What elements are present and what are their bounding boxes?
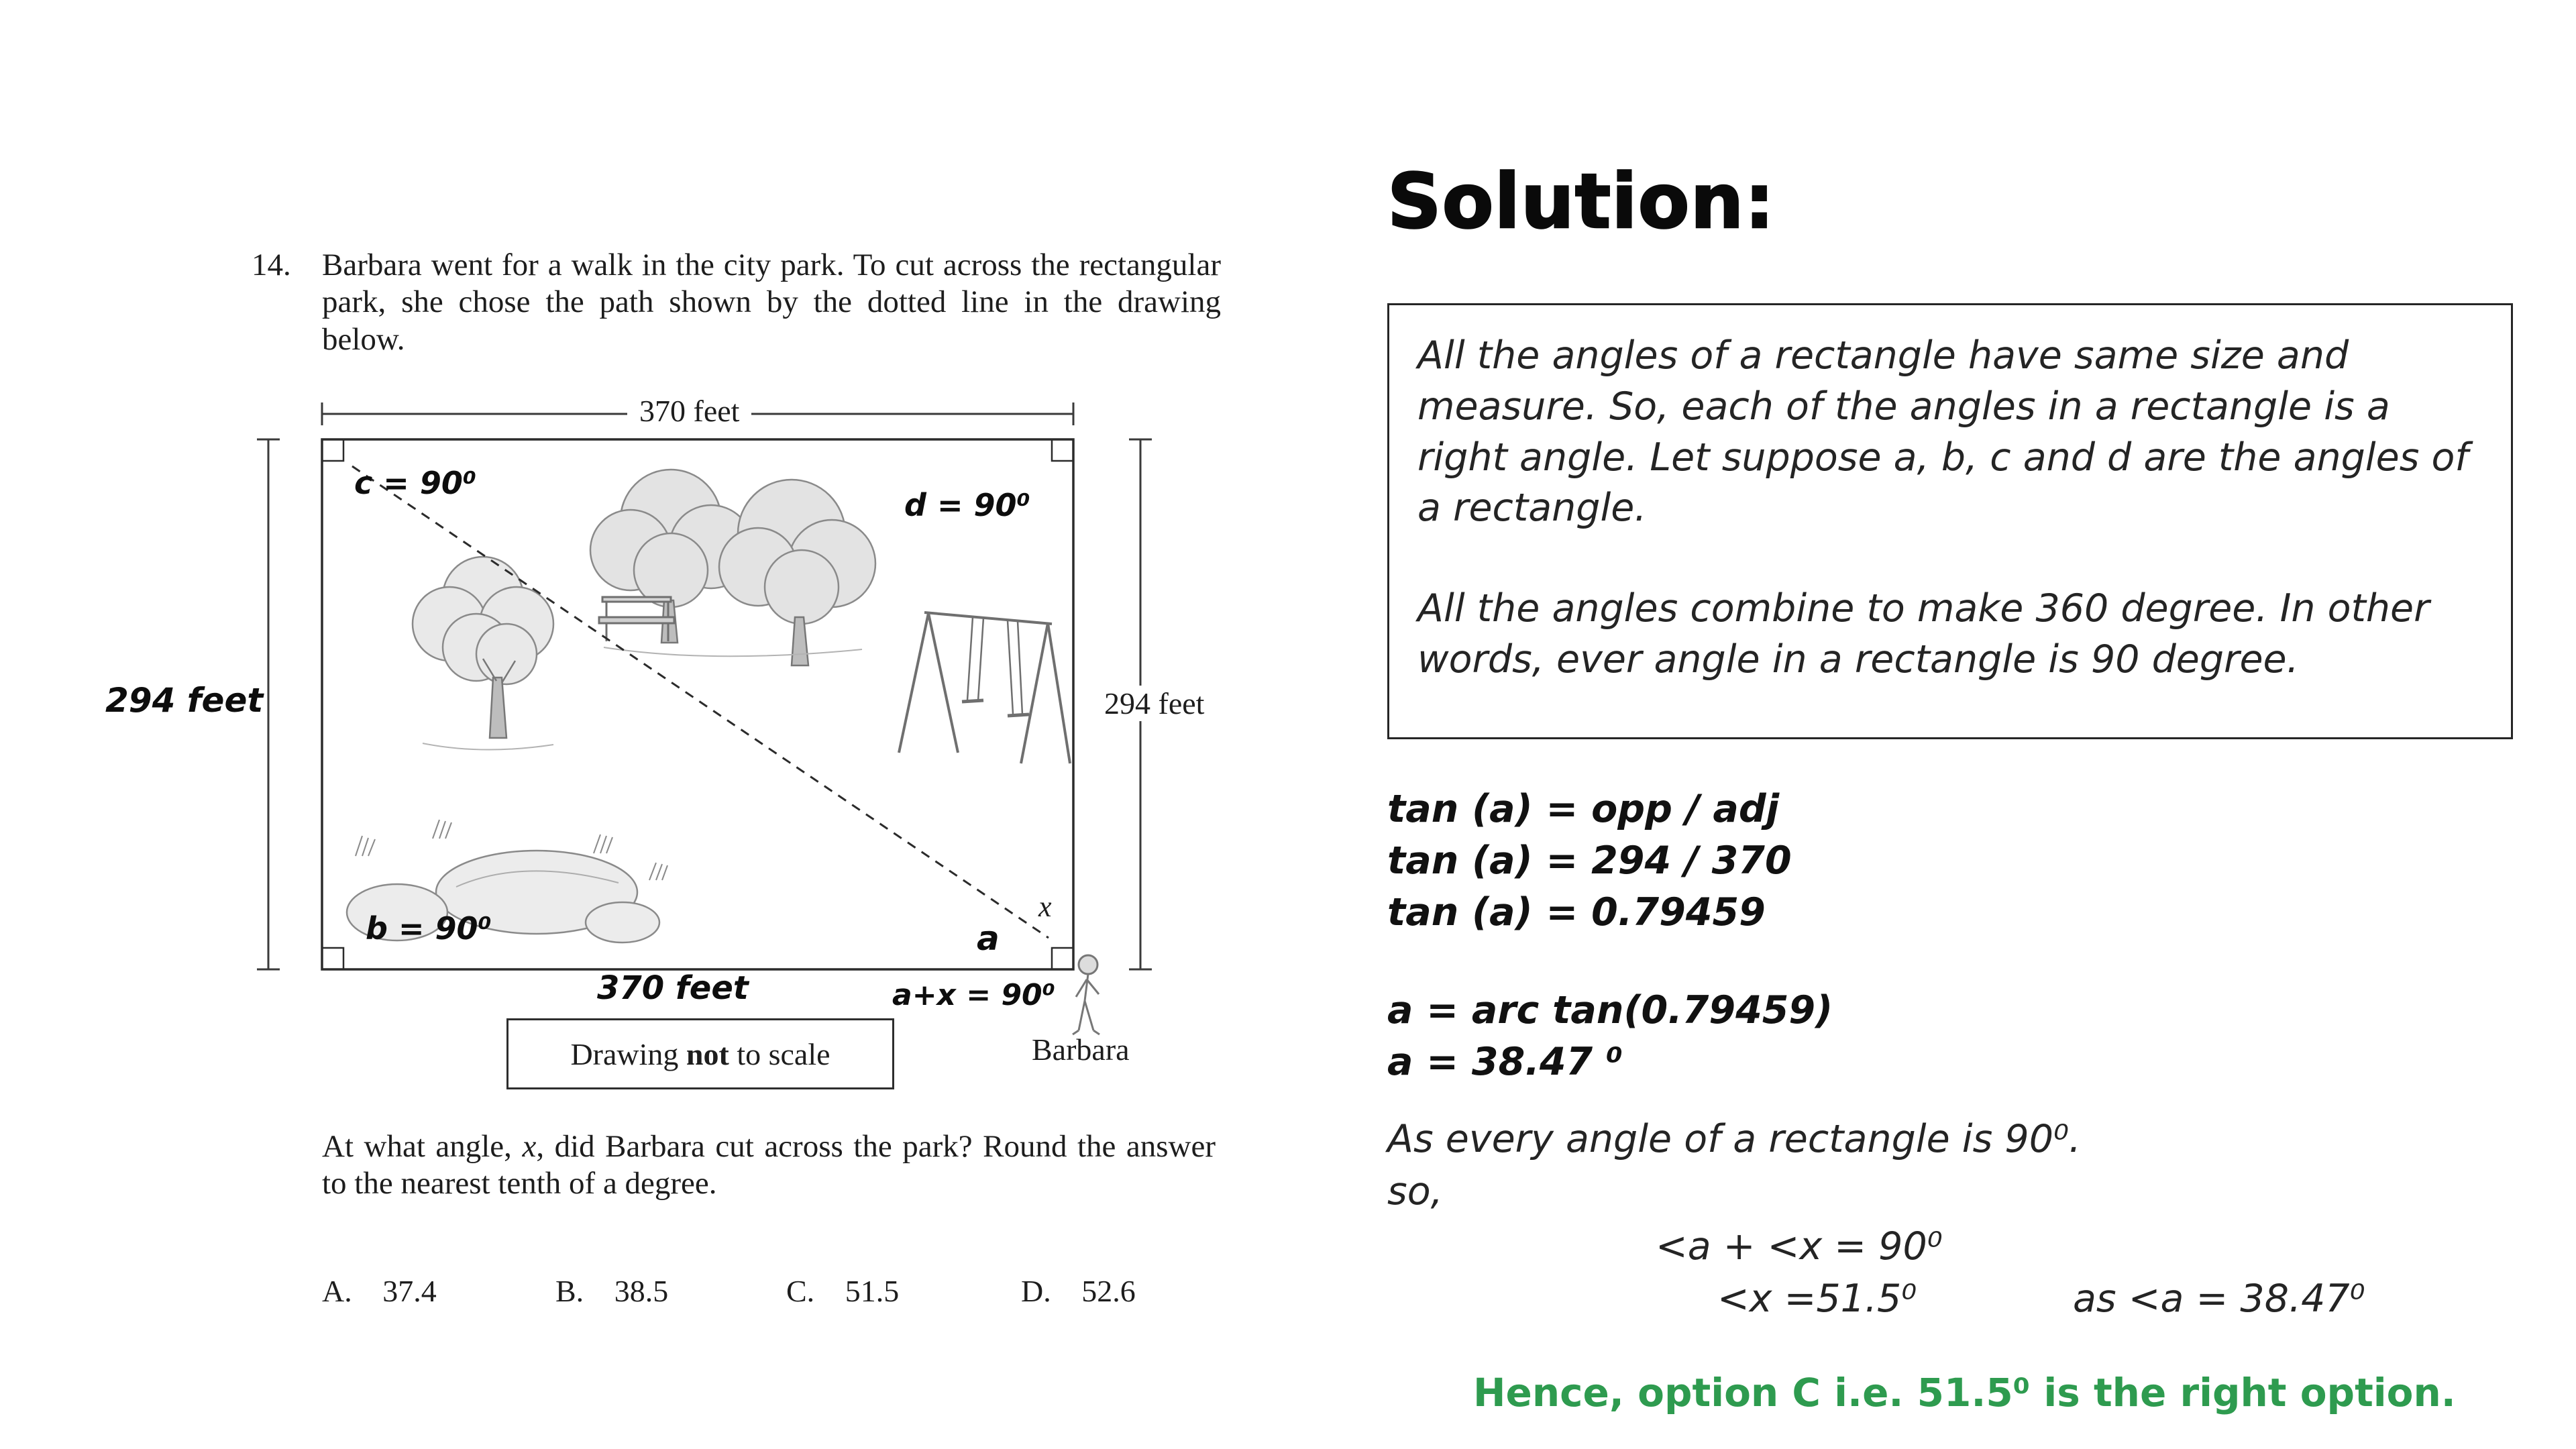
person-icon — [1073, 955, 1099, 1034]
question-prompt: Barbara went for a walk in the city park. To cut across the rectangular park, she chose the path shown by the dotted line in the drawing below. — [322, 248, 1221, 357]
choice-b-value: 38.5 — [614, 1274, 669, 1308]
choice-d-value: 52.6 — [1081, 1274, 1136, 1308]
choice-c-letter: C. — [786, 1274, 815, 1308]
question-number: 14. — [252, 248, 291, 282]
top-dimension-label: 370 feet — [627, 393, 751, 429]
angle-a-label: a — [977, 919, 1000, 958]
arctan-equation-1: a = arc tan(0.79459) — [1387, 988, 1833, 1032]
solution-heading: Solution: — [1387, 158, 1776, 246]
choice-c — [786, 1273, 899, 1309]
angle-a-plus-x-label: a+x = 90⁰ — [892, 978, 1055, 1012]
choice-a-value: 37.4 — [382, 1274, 437, 1308]
angle-sum-equation: <a + <x = 90⁰ — [1656, 1224, 1943, 1269]
arctan-equation-2: a = 38.47 ⁰ — [1387, 1039, 1623, 1084]
angle-a-result: as <a = 38.47⁰ — [2073, 1277, 2365, 1321]
tan-equation-1: tan (a) = opp / adj — [1387, 787, 1780, 831]
left-dimension-label: 294 feet — [105, 681, 264, 720]
conclusion-text: Hence, option C i.e. 51.5⁰ is the right option. — [1473, 1370, 2456, 1415]
tree-left-icon — [413, 557, 553, 750]
angle-c-label: c = 90⁰ — [354, 465, 477, 501]
angle-b-label: b = 90⁰ — [366, 910, 492, 947]
question-ask: At what angle, x, did Barbara cut across the park? Round the answer to the nearest tenth of a degree. — [322, 1129, 1216, 1201]
choice-b — [555, 1273, 668, 1309]
angle-d-label: d = 90⁰ — [904, 487, 1030, 523]
choice-b-letter: B. — [555, 1274, 584, 1308]
not-to-scale-box — [506, 1018, 894, 1089]
choice-a-letter: A. — [322, 1274, 352, 1308]
tan-equation-3: tan (a) = 0.79459 — [1387, 890, 1766, 934]
choice-a — [322, 1273, 437, 1309]
solution-box-paragraph-2: All the angles combine to make 360 degree. In other words, ever angle in a rectangle is 90 degree. — [1417, 586, 2430, 682]
choice-d — [1021, 1273, 1136, 1309]
choice-d-letter: D. — [1021, 1274, 1051, 1308]
solution-note-2: so, — [1387, 1169, 1443, 1214]
angle-x-label: x — [1038, 890, 1052, 923]
arctan-equations — [1387, 985, 1833, 1088]
solution-box-paragraph-1: All the angles of a rectangle have same size and measure. So, each of the angles in a rectangle is a right angle. Let suppose a, b, c and d are the angles of a rectangle. — [1417, 333, 2469, 531]
choice-c-value: 51.5 — [845, 1274, 900, 1308]
tan-equations — [1387, 784, 1792, 938]
right-dimension-label: 294 feet — [1092, 686, 1216, 721]
solution-explanation-box — [1387, 303, 2513, 739]
tan-equation-2: tan (a) = 294 / 370 — [1387, 838, 1792, 883]
bottom-dimension-label: 370 feet — [597, 969, 749, 1007]
angle-x-result: <x =51.5⁰ — [1717, 1277, 1917, 1321]
trees-top-icon — [590, 470, 875, 665]
swing-icon — [899, 612, 1070, 763]
not-to-scale-text: Drawing not to scale — [570, 1036, 830, 1071]
solution-note-1: As every angle of a rectangle is 90⁰. — [1387, 1117, 2081, 1161]
person-name-label: Barbara — [1032, 1032, 1130, 1067]
